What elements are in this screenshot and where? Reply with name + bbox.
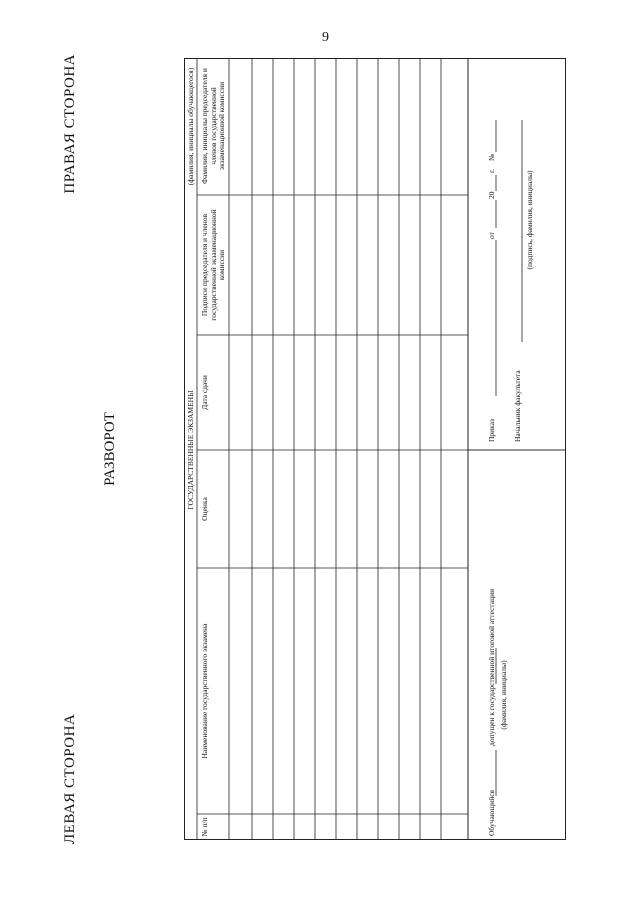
g-label: г. [487, 168, 496, 173]
right-side-title: ПРАВАЯ СТОРОНА [62, 54, 78, 194]
year-text: 20 [487, 191, 496, 199]
dean-hint: (подпись, фамилия, инициалы) [525, 170, 534, 270]
left-side-title: ЛЕВАЯ СТОРОНА [62, 713, 78, 844]
rotated-spread [62, 54, 582, 844]
col-signatures-header: Подписи председателя и членов государственной экзаменационной комиссии [200, 209, 227, 321]
exam-table [184, 58, 566, 840]
col-exam-name-header: Наименование государственного экзамена [200, 623, 209, 759]
col-surnames-header: Фамилии, инициалы председателя и членов государственной экзаменационной комиссии [200, 68, 227, 184]
student-hint: (фамилия, инициалы) [499, 660, 508, 730]
table-grid [184, 58, 566, 840]
admitted-text: допущен к государственной итоговой аттестации [487, 588, 496, 746]
col-grade-header: Оценка [200, 497, 209, 521]
col-num-header: № п/п [200, 817, 209, 837]
order-label: Приказ [487, 418, 496, 442]
spread-title: РАЗВОРОТ [102, 412, 118, 486]
header-group-label: ГОСУДАРСТВЕННЫЕ ЭКЗАМЕНЫ [186, 390, 195, 510]
from-label: от [487, 232, 496, 239]
name-hint: (фамилия, инициалы обучающегося) [186, 67, 195, 186]
page-number: 9 [322, 30, 329, 45]
student-label: Обучающийся [487, 790, 496, 836]
num-label: № [487, 153, 496, 161]
dean-label: Начальник факультета [513, 370, 522, 442]
col-date-header: Дата сдачи [200, 375, 209, 410]
